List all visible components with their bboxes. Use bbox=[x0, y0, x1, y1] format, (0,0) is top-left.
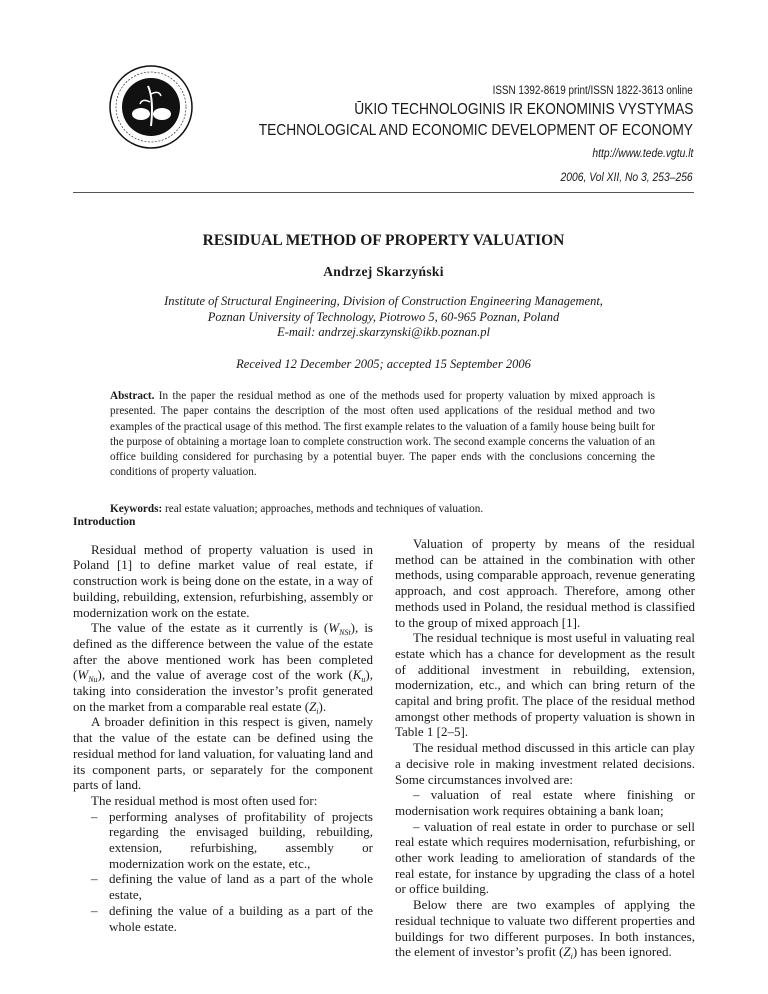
subscript: Nu bbox=[88, 675, 98, 685]
text: A broader definition in this respect is given, namely that the value of the estate can be defined using the residual method for land valuation, for valuating land and its component parts, or separately for the component parts of land. bbox=[73, 714, 373, 793]
paragraph bbox=[73, 714, 373, 793]
text: ) has been ignored. bbox=[572, 944, 672, 960]
subscript: i bbox=[316, 706, 319, 716]
subscript: NSt bbox=[339, 628, 351, 638]
math-variable: K bbox=[352, 667, 362, 683]
text: Below there are two examples of applying the residual technique to valuate two different properties and buildings for two different purposes. In both instances, the element of investor’s profit ( bbox=[395, 897, 695, 960]
text: ), and the value of average cost of the work ( bbox=[97, 667, 353, 683]
text: The residual technique is most useful in valuating real estate which has a chance for development as the result of additional investment in rebuilding, extension, modernization, etc., and which can bring return of the capital and bring profit. The place of the residual method amongst other methods of property valuation is shown in Table 1 [2–5]. bbox=[395, 630, 695, 740]
paragraph bbox=[395, 897, 695, 960]
affiliation-line: Poznan University of Technology, Piotrowo 5, 60-965 Poznan, Poland bbox=[207, 309, 560, 324]
abstract-text: In the paper the residual method as one of the methods used for property valuation by mixed approach is presented. The paper contains the description of the most often used applications of the residual method and two examples of the practical usage of this method. The first example relates to the valuation of a family house being built for the purpose of obtaining a mortage loan to complete construction work. The second example concerns the valuation of an office building considered for purchasing by a potential buyer. The paper ends with the conclusions concerning the conditions of property valuation. bbox=[110, 390, 655, 479]
issn: ISSN 1392-8619 print/ISSN 1822-3613 online bbox=[492, 85, 693, 97]
text: – valuation of real estate in order to purchase or sell real estate which requires modernisation, refurbishing, or other work leading to amelioration of standards of the real estate, for instance by upgrading the class of a hotel or office building. bbox=[395, 818, 695, 897]
math-variable: Z bbox=[309, 698, 317, 714]
author: Andrzej Skarzyński bbox=[323, 264, 444, 279]
keywords bbox=[110, 503, 483, 515]
right-paragraphs bbox=[395, 536, 695, 960]
text: The value of the estate as it currently is ( bbox=[91, 620, 329, 636]
math-variable: W bbox=[328, 620, 340, 636]
paragraph bbox=[73, 620, 373, 714]
paragraph bbox=[395, 787, 695, 818]
text: The residual method discussed in this article can play a decisive role in making investment related decisions. Some circumstances involved are: bbox=[395, 740, 695, 787]
header-rule bbox=[73, 192, 694, 193]
university-seal-logo bbox=[108, 64, 194, 150]
journal-title-en: TECHNOLOGICAL AND ECONOMIC DEVELOPMENT OF ECONOMY bbox=[258, 122, 693, 139]
text: – valuation of real estate where finishing or modernisation work requires obtaining a bank loan; bbox=[395, 787, 695, 818]
abstract bbox=[110, 389, 655, 481]
paragraph bbox=[395, 740, 695, 787]
journal-title-lt: ŪKIO TECHNOLOGINIS IR EKONOMINIS VYSTYMAS bbox=[353, 101, 693, 118]
article-title: RESIDUAL METHOD OF PROPERTY VALUATION bbox=[202, 232, 565, 249]
affiliation-line: Institute of Structural Engineering, Division of Construction Engineering Management, bbox=[164, 294, 603, 308]
left-column bbox=[73, 515, 373, 934]
keywords-text: real estate valuation; approaches, methods and techniques of valuation. bbox=[162, 503, 484, 515]
text: ). bbox=[318, 698, 327, 714]
text: Residual method of property valuation is used in Poland [1] to define market value of real estate, if construction work is being done on the estate, in a way of building, rebuilding, extension, refurbishing, assembly or modernization work on the estate. bbox=[73, 541, 373, 620]
right-column bbox=[395, 536, 695, 960]
journal-url[interactable]: http://www.tede.vgtu.lt bbox=[592, 146, 693, 160]
text: ), taking into consideration the investor’s profit generated on the market from a comparable real estate ( bbox=[73, 667, 373, 714]
list-item: – performing analyses of profitability of projects regarding the envisaged building, rebuilding, extension, refurbishing, assembly or modernization work on the estate, etc., bbox=[91, 809, 373, 872]
text: ), is defined as the difference between the value of the estate after the above mentioned work has been completed ( bbox=[73, 620, 373, 683]
subscript: i bbox=[570, 952, 573, 962]
paragraph bbox=[73, 793, 373, 809]
list-item: – defining the value of land as a part of the whole estate, bbox=[91, 871, 373, 902]
section-heading-introduction: Introduction bbox=[73, 516, 136, 528]
text: Valuation of property by means of the residual method can be attained in the combination with other methods, using comparable approach, revenue generating approach, and cost approach. Therefore, among other methods used in Poland, the residual method is classified to the group of mixed approach [1]. bbox=[395, 536, 695, 630]
math-variable: Z bbox=[563, 944, 571, 960]
math-variable: W bbox=[77, 667, 89, 683]
paragraph bbox=[73, 542, 373, 621]
citation: 2006, Vol XII, No 3, 253–256 bbox=[560, 170, 693, 184]
uses-list bbox=[73, 809, 373, 935]
affiliation bbox=[73, 294, 694, 341]
paragraph bbox=[395, 630, 695, 740]
text: The residual method is most often used for: bbox=[91, 792, 318, 808]
subscript: u bbox=[361, 675, 366, 685]
paragraph bbox=[395, 536, 695, 630]
abstract-label: Abstract. bbox=[110, 390, 155, 402]
paragraph bbox=[395, 819, 695, 898]
left-paragraphs bbox=[73, 542, 373, 809]
list-item: – defining the value of a building as a part of the whole estate. bbox=[91, 903, 373, 934]
keywords-label: Keywords: bbox=[110, 503, 163, 515]
received-dates: Received 12 December 2005; accepted 15 September 2006 bbox=[236, 357, 531, 371]
email[interactable]: E-mail: andrzej.skarzynski@ikb.poznan.pl bbox=[277, 325, 490, 339]
